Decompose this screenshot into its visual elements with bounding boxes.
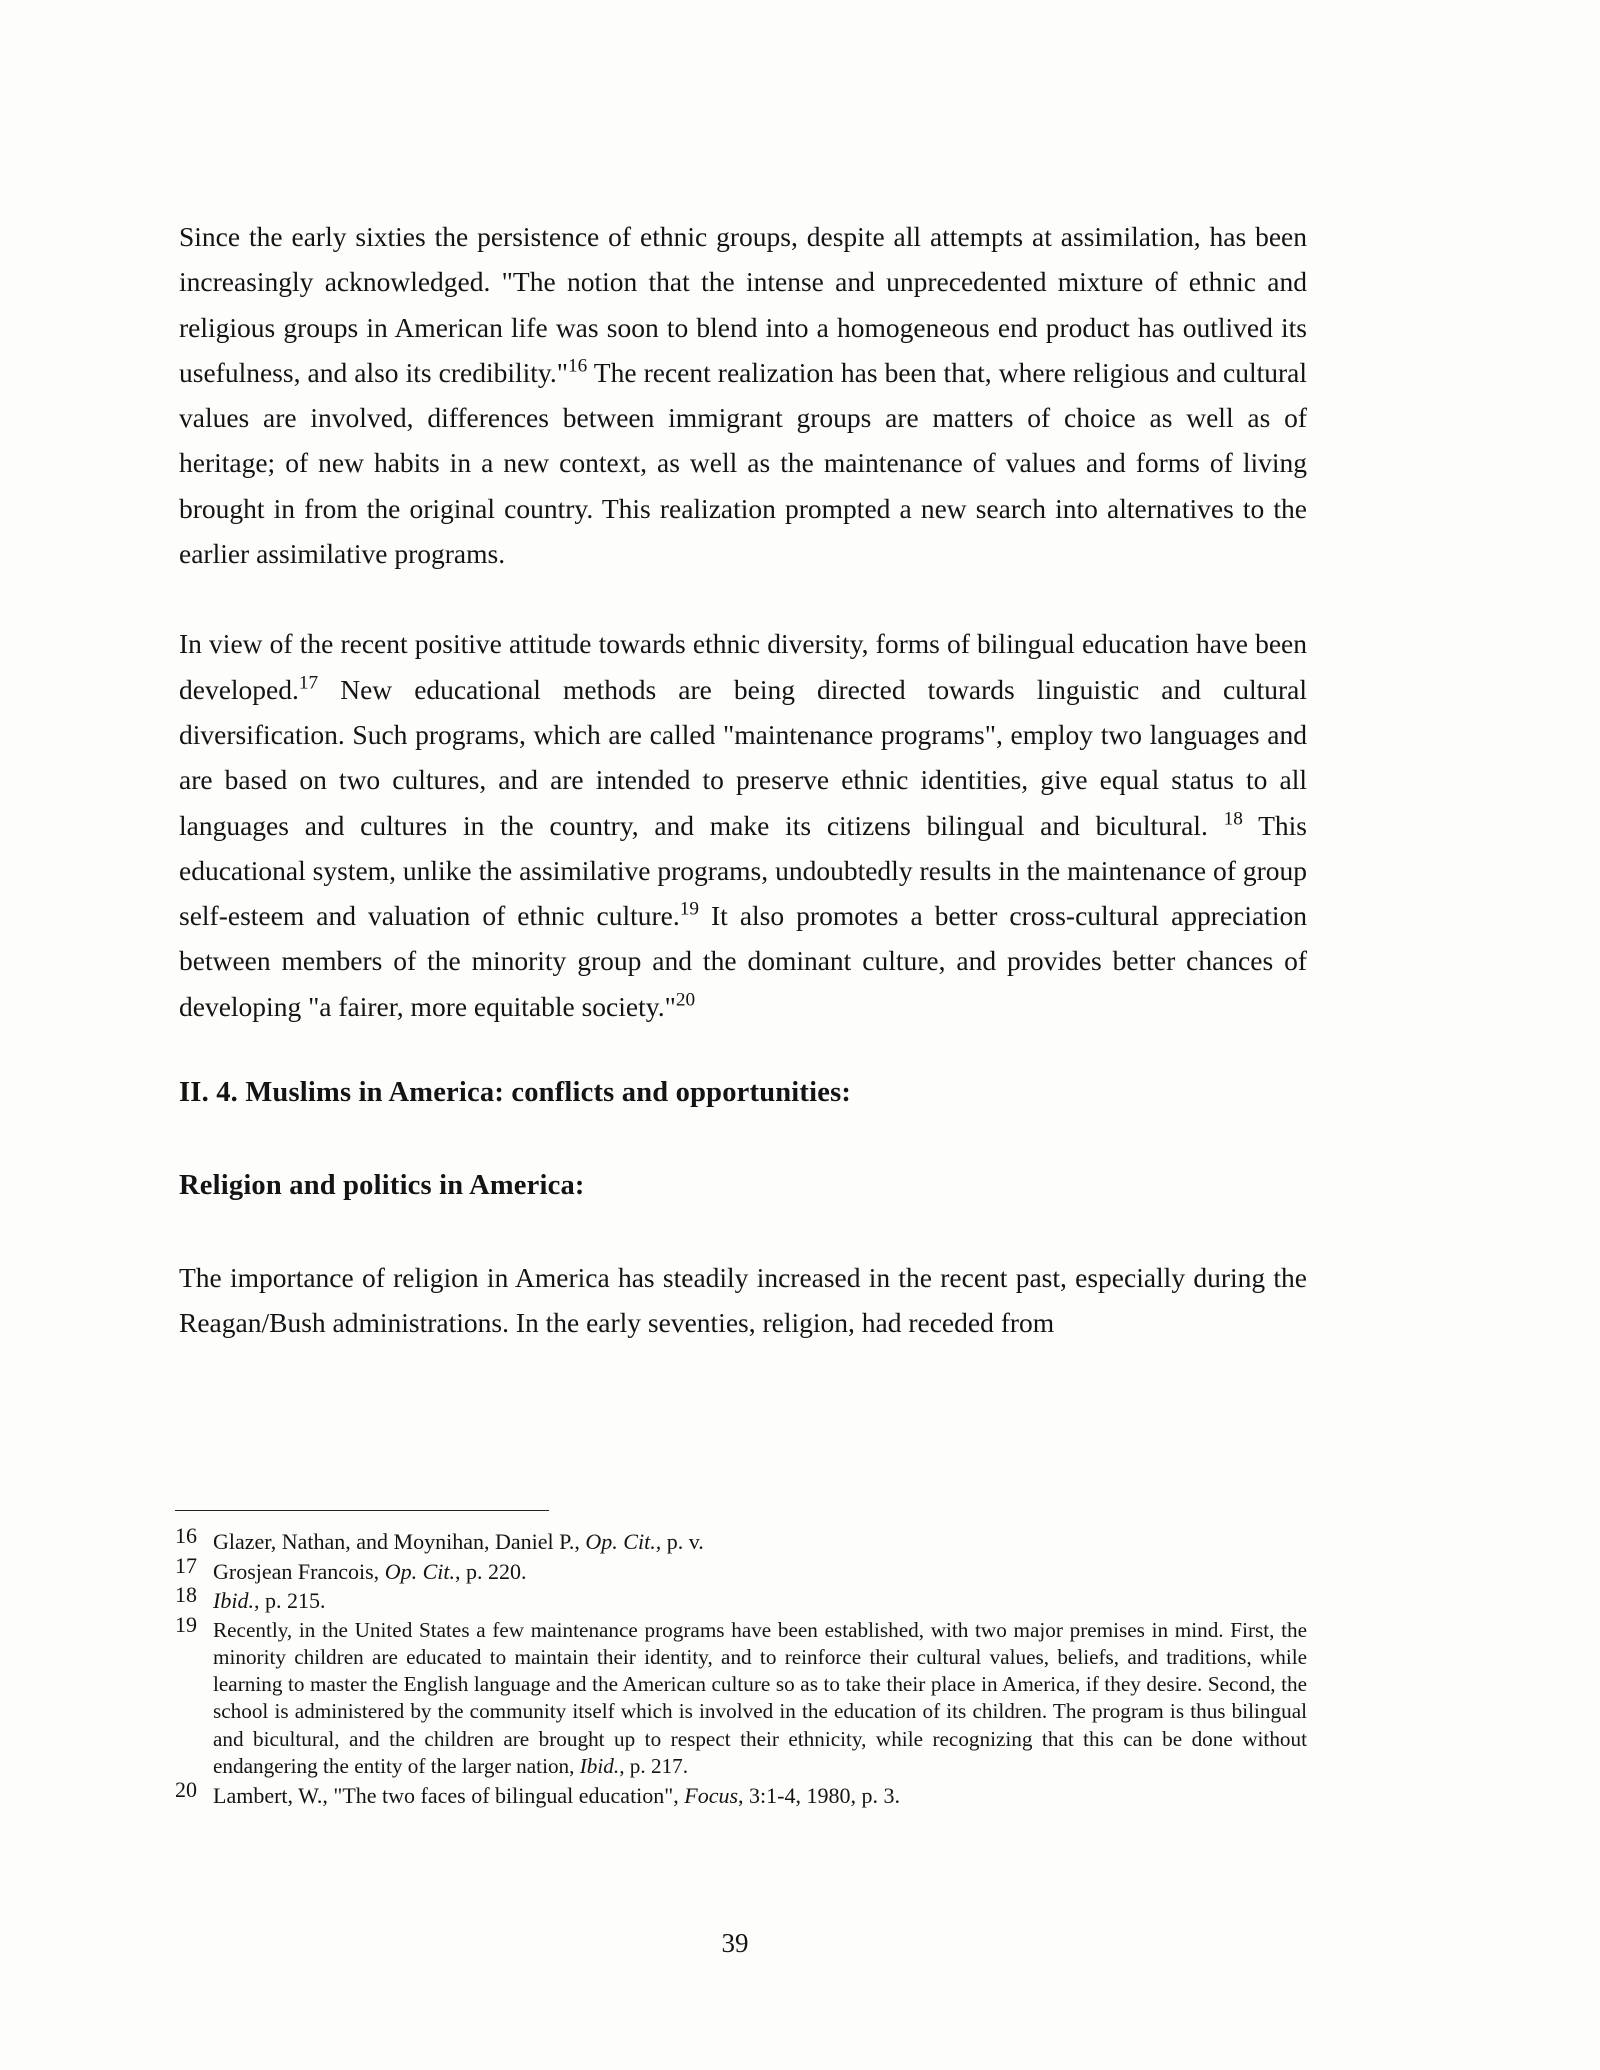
footnote-ref-17[interactable]: 17 <box>298 672 319 694</box>
footnote-number: 19 <box>175 1611 197 1637</box>
footnote-text: Lambert, W., "The two faces of bilingual education", Focus, 3:1-4, 1980, p. 3. <box>213 1783 900 1809</box>
paragraph-text: In view of the recent positive attitude towards ethnic diversity, forms of bilingual education have been developed. <box>179 628 1307 705</box>
section-heading: II. 4. Muslims in America: conflicts and opportunities: <box>179 1077 852 1109</box>
paragraph-assimilation <box>179 214 1307 576</box>
footnote-18 <box>175 1582 1307 1615</box>
footnote-text: Recently, in the United States a few maintenance programs have been established, with two major premises in mind. First, the minority children are educated to maintain their identity, and to reinforce their cultural values, beliefs, and traditions, while learning to master the English language and the American culture so as to take their place in America, if they desire. Second, the school is administered by the community itself which is involved in the education of its children. The program is thus bilingual and bicultural, and the children are brought up to respect their ethnicity, while recognizing that this can be done without endangering the entity of the larger nation, Ibid., p. 217. <box>213 1617 1307 1778</box>
footnote-ref-18[interactable]: 18 <box>1223 807 1243 829</box>
footnote-ref-16[interactable]: 16 <box>567 355 588 377</box>
footnote-number: 20 <box>175 1777 197 1803</box>
footnote-16 <box>175 1523 1307 1556</box>
footnote-text: Grosjean Francois, Op. Cit., p. 220. <box>213 1558 527 1584</box>
footnote-19 <box>175 1611 1307 1781</box>
paragraph-text: The recent realization has been that, where religious and cultural values are involved, differences between immigrant groups are matters of choice as well as of heritage; of new habits in a new context, as well as the maintenance of values and forms of living brought in from the original country. This realization prompted a new search into alternatives to the earlier assimilative programs. <box>179 356 1307 570</box>
footnote-separator <box>175 1510 549 1511</box>
footnote-text: Ibid., p. 215. <box>213 1588 326 1613</box>
footnote-number: 17 <box>175 1552 197 1578</box>
footnotes-list <box>175 1523 1307 1810</box>
footnote-17 <box>175 1552 1307 1586</box>
footnote-number: 16 <box>175 1523 197 1548</box>
footnote-text: Glazer, Nathan, and Moynihan, Daniel P., Op. Cit., p. v. <box>213 1529 704 1554</box>
page-number: 39 <box>721 1928 749 1958</box>
paragraph-text: Since the early sixties the persistence of ethnic groups, despite all attempts at assimilation, has been increasingly acknowledged. "The notion that the intense and unprecedented mixture of ethnic and religious groups in American life was soon to blend into a homogeneous end product has outlived its usefulness, and also its credibility." <box>179 221 1307 388</box>
paragraph-text: It also promotes a better cross-cultural appreciation between members of the minority group and the dominant culture, and provides better chances of developing "a fairer, more equitable society." <box>179 900 1308 1022</box>
paragraph-religion-politics: The importance of religion in America has steadily increased in the recent past, especially during the Reagan/Bush administrations. In the early seventies, religion, had receded from <box>179 1262 1307 1339</box>
page-body <box>179 214 1307 1346</box>
paragraph-text: This educational system, unlike the assimilative programs, undoubtedly results in the maintenance of group self-esteem and valuation of ethnic culture. <box>179 809 1307 932</box>
footnote-number: 18 <box>175 1582 197 1607</box>
footnote-20 <box>175 1777 1307 1810</box>
paragraph-text: New educational methods are being directed towards linguistic and cultural diversification. Such programs, which are called "maintenance programs", employ two languages and are based on two cultures, and are intended to preserve ethnic identities, give equal status to all languages and cultures in the country, and make its citizens bilingual and bicultural. <box>179 673 1307 841</box>
footnote-ref-20[interactable]: 20 <box>675 989 696 1011</box>
paragraph-bilingual-education <box>179 621 1307 1029</box>
footnote-ref-19[interactable]: 19 <box>679 898 699 920</box>
paragraph-spacer <box>179 576 1307 621</box>
subsection-heading: Religion and politics in America: <box>179 1170 585 1202</box>
